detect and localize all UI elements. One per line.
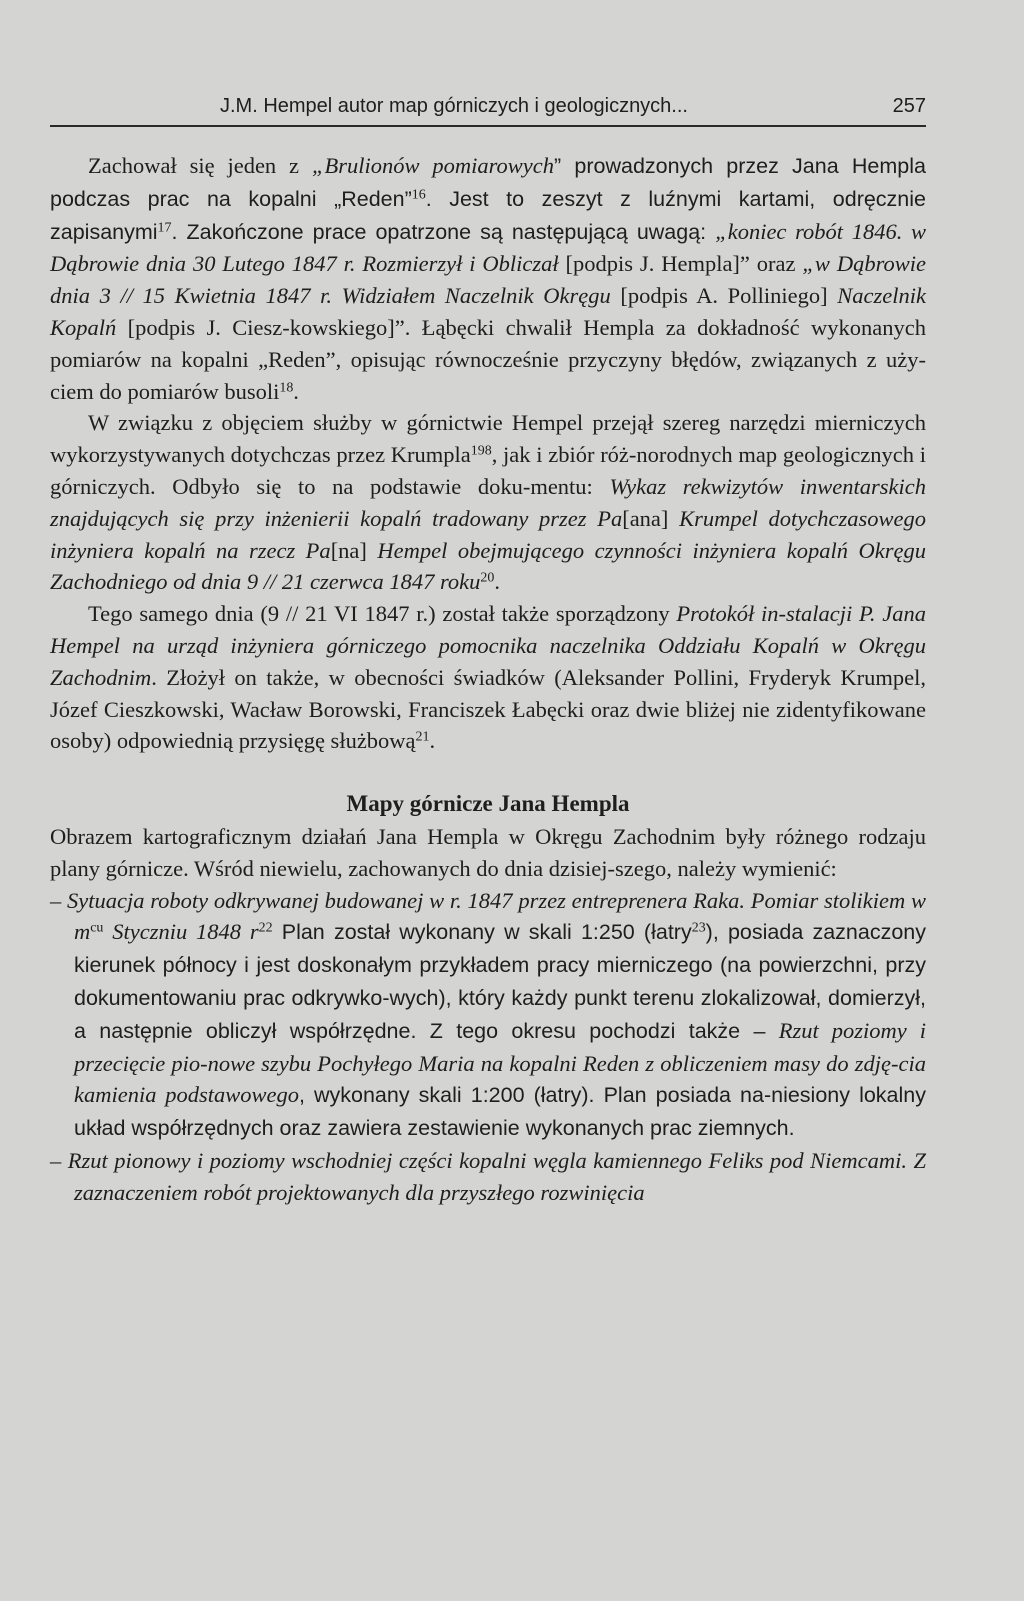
paragraph-protocol	[50, 598, 926, 757]
text-run: .	[293, 378, 299, 404]
italic-title: Rzut poziomy i przecięcie pio-nowe szybu Pochyłego Maria na kopalni Reden z obliczeniem masy do zdję-cia kamienia podstawowego	[74, 1017, 927, 1108]
italic-title: „Brulionów pomiarowych	[311, 153, 554, 178]
footnote-ref-20: 20	[480, 570, 495, 586]
text-run: . Jest to zeszyt z luźnymi kartami, odręcznie zapisanymi	[50, 186, 926, 244]
footnote-ref-23: 23	[691, 920, 706, 936]
list-item	[50, 1145, 926, 1209]
text-run: . Złożył on także, w obecności świadków (Aleksander Pollini, Fryderyk Krumpel, Józef Cieszkowski, Wacław Borowski, Franciszek Łabęcki oraz dwie bliżej nie zidentyfikowane osoby) odpowiednią przysięgę służbową	[50, 664, 926, 754]
text-run: .	[494, 569, 500, 595]
section-heading: Mapy górnicze Jana Hempla	[346, 791, 630, 817]
text-run: [podpis J. Ciesz-kowskiego]”. Łąbęcki chwalił Hempla za dokładność wykonanych pomiarów na kopalni „Reden”, opisując równocześnie przyczyny błędów, związanych z uży-ciem do pomiarów busoli	[50, 314, 926, 404]
body-text	[50, 150, 926, 1209]
italic-title: Styczniu 1848 r	[103, 919, 259, 945]
italic-quote: „w Dąbrowie dnia 3 // 15 Kwietnia 1847 r. Widziałem Naczelnik Okręgu	[50, 251, 926, 309]
text-run: , jak i zbiór róż-norodnych map geologicznych i górniczych. Odbyło się to na podstawie doku-mentu:	[50, 442, 927, 499]
italic-title: Rzut pionowy i poziomy wschodniej części kopalni węgla kamiennego Feliks pod Niemcami. Z zaznaczeniem robót projektowanych dla przyszłego rozwinięcia	[67, 1147, 926, 1205]
text-run: [ana]	[622, 505, 680, 531]
text-run: ” prowadzonych przez Jana Hempla podczas prac na kopalni „Reden”	[50, 154, 926, 211]
italic-title: Hempel obejmującego czynności inżyniera kopalń Okręgu Zachodniego od dnia 9 // 21 czerwca 1847 roku	[50, 537, 926, 595]
footnote-ref-21: 21	[415, 729, 430, 745]
text-run: .	[429, 728, 436, 754]
footnote-ref-18: 18	[279, 379, 294, 395]
italic-title: Krumpel dotychczasowego inżyniera kopalń na rzecz Pa	[50, 505, 926, 563]
footnote-ref-22: 22	[258, 920, 273, 936]
page-header	[50, 92, 926, 127]
footnote-ref-19: 198	[470, 443, 492, 459]
running-head-title: J.M. Hempel autor map górniczych i geologicznych...	[220, 95, 688, 117]
page-number: 257	[892, 95, 926, 117]
italic-quote: „koniec robót 1846. w Dąbrowie dnia 30 Lutego 1847 r. Rozmierzył i Obliczał	[50, 218, 927, 277]
footnote-ref-16: 16	[411, 187, 426, 203]
text-run: Zachował się jeden z	[88, 153, 312, 178]
text-run: , wykonany skali 1:200 (łatry). Plan posiada na-niesiony lokalny układ współrzędnych oraz zawiera zestawienie wykonanych prac ziemnych.	[74, 1083, 926, 1141]
italic-title: Protokół in-stalacji P. Jana Hempel na urząd inżyniera górniczego pomocnika naczelnika Oddziału Kopalń w Okręgu Zachodnim	[50, 601, 926, 690]
text-run: . Zakończone prace opatrzone są następującą uwagą:	[171, 219, 716, 244]
paragraph-intro: Obrazem kartograficznym działań Jana Hempla w Okręgu Zachodnim były różnego rodzaju plany górnicze. Wśród niewielu, zachowanych do dnia dzisiej-szego, należy wymienić:	[50, 823, 926, 881]
italic-title: Wykaz rekwizytów inwentarskich znajdujących się przy inżenierii kopalń tradowany przez Pa	[50, 473, 926, 531]
text-run: [podpis A. Polliniego]	[610, 283, 838, 309]
italic-quote: Naczelnik Kopalń	[50, 283, 926, 340]
text-run: [podpis J. Hempla]” oraz	[558, 251, 803, 277]
list-dash: –	[50, 1147, 68, 1173]
footnote-ref-17: 17	[157, 219, 172, 235]
text-run: Plan został wykonany w skali 1:250 (łatry	[272, 920, 692, 945]
list-dash: –	[50, 887, 68, 913]
paragraph-inventory	[50, 407, 926, 598]
text-run: Tego samego dnia (9 // 21 VI 1847 r.) został także sporządzony	[88, 601, 677, 627]
paragraph-brulion	[50, 150, 926, 407]
text-run: [na]	[330, 537, 378, 563]
text-run: W związku z objęciem służby w górnictwie Hempel przejął szereg narzędzi mierniczych wykorzystywanych dotychczas przez Krumpla	[50, 410, 926, 468]
list-item	[50, 885, 926, 1145]
italic-title: Sytuacja roboty odkrywanej budowanej w r. 1847 przez entreprenera Raka. Pomiar stolikiem w m	[67, 887, 926, 945]
text-run: ), posiada zaznaczony kierunek północy i jest doskonałym przykładem pracy mierniczego (na powierzchni, przy dokumentowaniu prac odkrywko-wych), który każdy punkt terenu zlokalizował, domierzył, a następnie obliczył współrzędne. Z tego okresu pochodzi także –	[74, 920, 926, 1043]
superscript-abbrev: cu	[90, 920, 104, 936]
